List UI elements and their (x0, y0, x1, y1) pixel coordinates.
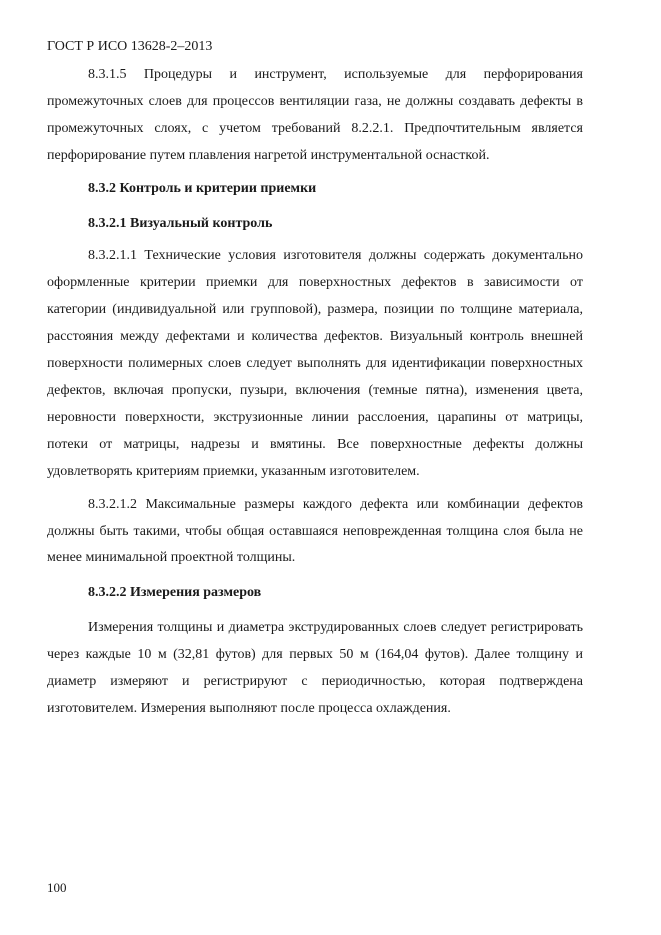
page-number: 100 (47, 880, 67, 895)
heading-8-3-2-1: 8.3.2.1 Визуальный контроль (88, 215, 273, 231)
paragraph-8-3-1-5: 8.3.1.5 Процедуры и инструмент, используемые для перфорирования промежуточных слоев для процессов вентиляции газа, не должны создавать дефекты в промежуточных слоях, с учетом требований 8.2.2.1. Предпочтительным является перфорирование путем плавления нагретой инструментальной оснасткой. (47, 67, 583, 163)
paragraph-8-3-2-1-2: 8.3.2.1.2 Максимальные размеры каждого дефекта или комбинации дефектов должны быть такими, чтобы общая оставшаяся неповрежденная толщина слоя была не менее минимальной проектной толщины. (47, 496, 583, 566)
paragraph-8-3-2-1-1: 8.3.2.1.1 Технические условия изготовителя должны содержать документально оформленные критерии приемки для поверхностных дефектов в зависимости от категории (индивидуальной или групповой), размера, позиции по толщине материала, расстояния между дефектами и количества дефектов. Визуальный контроль внешней поверхности полимерных слоев следует выполнять для идентификации поверхностных дефектов, включая пропуски, пузыри, включения (темные пятна), изменения цвета, неровности поверхности, экструзионные линии расслоения, царапины от матрицы, потеки от матрицы, надрезы и вмятины. Все поверхностные дефекты должны удовлетворять критериям приемки, указанным изготовителем. (47, 248, 583, 479)
running-header: ГОСТ Р ИСО 13628-2–2013 (47, 39, 213, 54)
heading-8-3-2: 8.3.2 Контроль и критерии приемки (88, 180, 317, 196)
heading-8-3-2-2: 8.3.2.2 Измерения размеров (88, 585, 262, 601)
paragraph-dimension-measurements: Измерения толщины и диаметра экструдированных слоев следует регистрировать через каждые 10 м (32,81 футов) для первых 50 м (164,04 футов). Далее толщину и диаметр измеряют и регистрируют с периодичностью, которая подтверждена изготовителем. Измерения выполняют после процесса охлаждения. (47, 620, 583, 716)
body-text (47, 62, 583, 723)
